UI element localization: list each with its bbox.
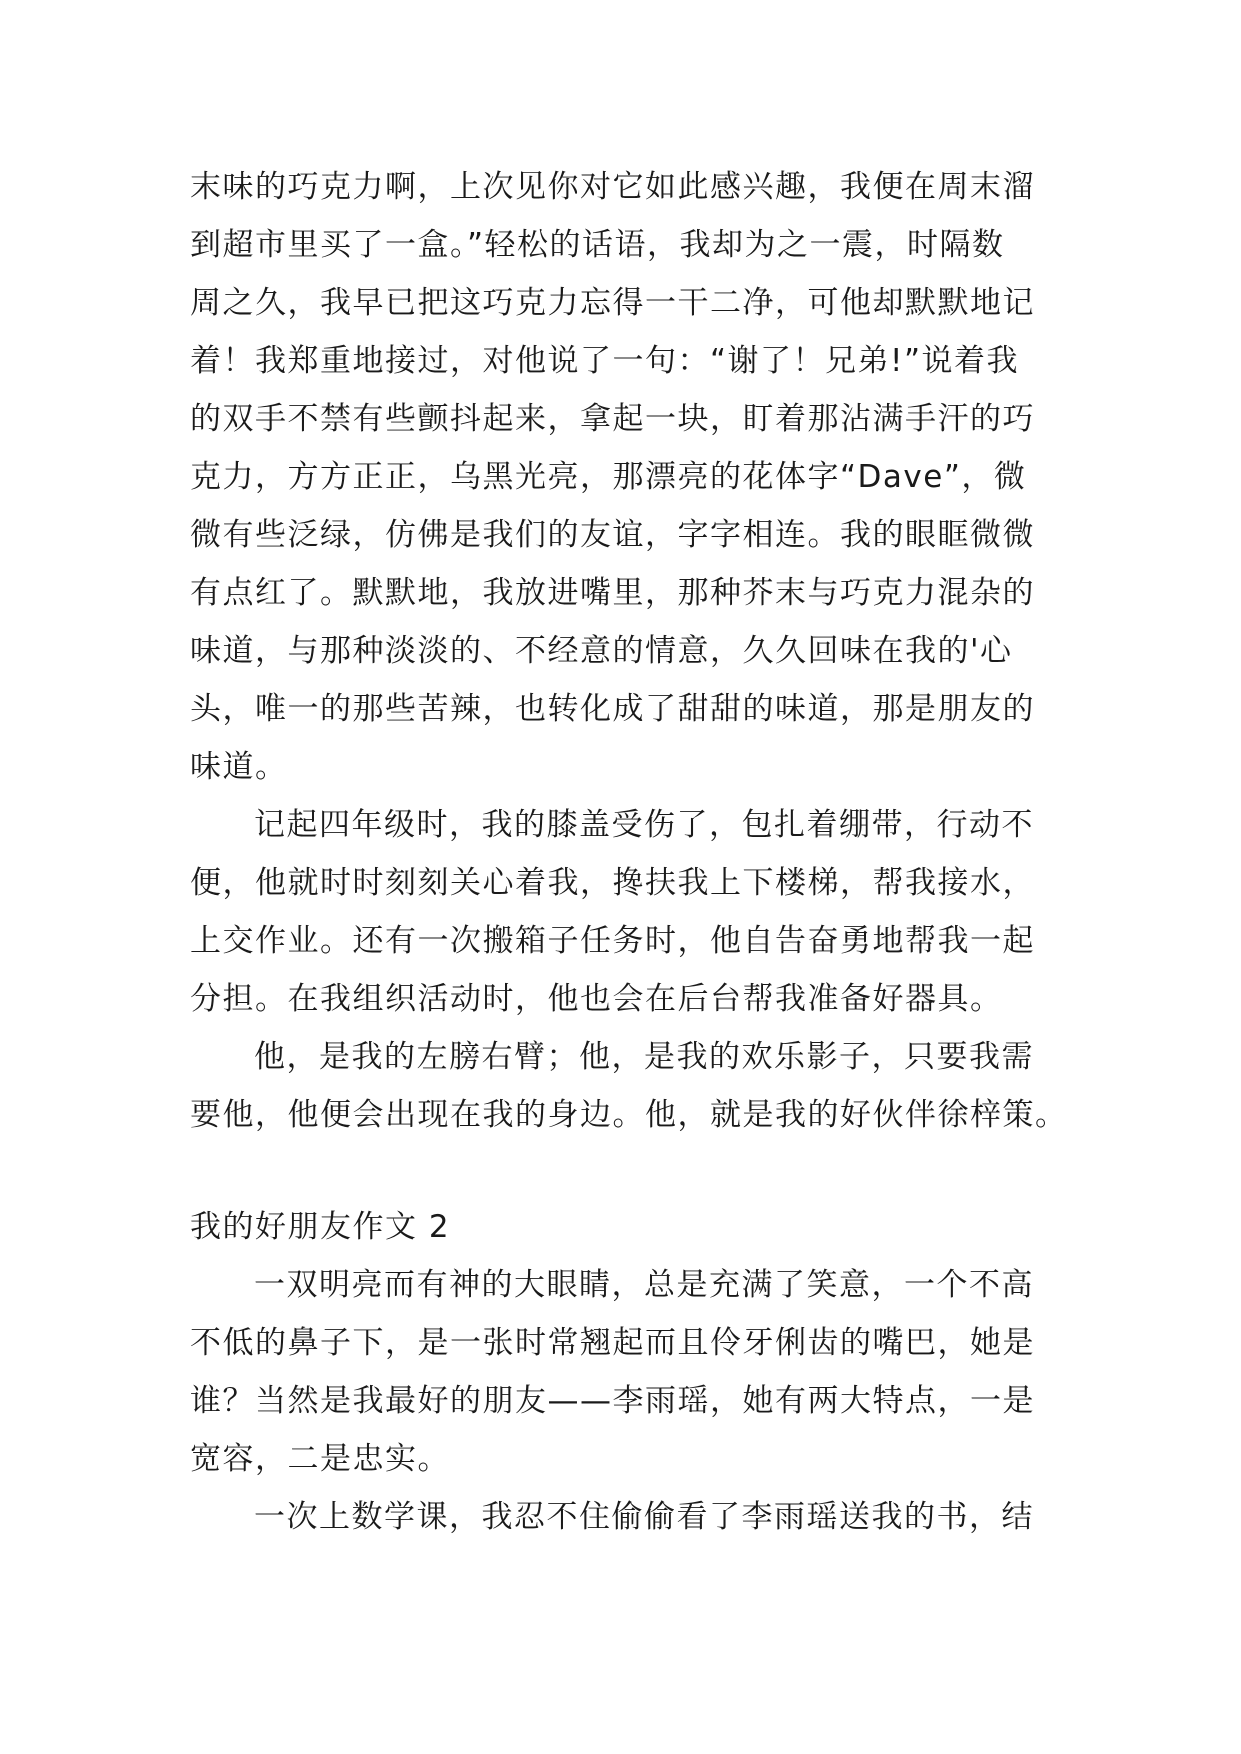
text-line: 上交作业。还有一次搬箱子任务时，他自告奋勇地帮我一起 [190, 923, 1035, 959]
document-body [190, 158, 1068, 1546]
text-line: 着！我郑重地接过，对他说了一句：“谢了！兄弟!”说着我 [190, 343, 1020, 379]
text-line: 克力，方方正正，乌黑光亮，那漂亮的花体字“Dave”，微 [190, 459, 1027, 495]
text-line: 周之久，我早已把这巧克力忘得一干二净，可他却默默地记 [190, 285, 1035, 321]
text-line: 末味的巧克力啊，上次见你对它如此感兴趣，我便在周末溜 [190, 169, 1035, 205]
text-line: 味道。 [190, 749, 288, 785]
text-line: 不低的鼻子下，是一张时常翘起而且伶牙俐齿的嘴巴，她是 [190, 1325, 1035, 1361]
text-line: 到超市里买了一盒。”轻松的话语，我却为之一震，时隔数 [190, 227, 1005, 263]
text-line: 有点红了。默默地，我放进嘴里，那种芥末与巧克力混杂的 [190, 575, 1035, 611]
section-title: 我的好朋友作文 2 [190, 1209, 451, 1245]
text-line: 分担。在我组织活动时，他也会在后台帮我准备好器具。 [190, 981, 1003, 1017]
text-line: 便，他就时时刻刻关心着我，搀扶我上下楼梯，帮我接水， [190, 865, 1035, 901]
text-line: 记起四年级时，我的膝盖受伤了，包扎着绷带，行动不 [254, 807, 1034, 843]
paragraph-description [190, 1256, 1060, 1488]
text-line: 宽容，二是忠实。 [190, 1441, 450, 1477]
text-line: 微有些泛绿，仿佛是我们的友谊，字字相连。我的眼眶微微 [190, 517, 1035, 553]
text-line: 味道，与那种淡淡的、不经意的情意，久久回味在我的'心 [190, 633, 1013, 669]
text-line: 要他，他便会出现在我的身边。他，就是我的好伙伴徐梓策。 [190, 1097, 1068, 1133]
text-line: 一双明亮而有神的大眼睛，总是充满了笑意，一个不高 [254, 1267, 1034, 1303]
paragraph-chocolate [190, 158, 1060, 796]
section-1 [190, 158, 1068, 1144]
paragraph-conclusion [190, 1028, 1068, 1144]
paragraph-grade-four [190, 796, 1060, 1028]
text-line: 头，唯一的那些苦辣，也转化成了甜甜的味道，那是朋友的 [190, 691, 1035, 727]
text-line: 他，是我的左膀右臂；他，是我的欢乐影子，只要我需 [254, 1039, 1034, 1075]
paragraph-math-class [190, 1488, 1060, 1546]
text-line: 一次上数学课，我忍不住偷偷看了李雨瑶送我的书，结 [254, 1499, 1034, 1535]
section-2 [190, 1198, 1060, 1546]
text-line: 谁？当然是我最好的朋友——李雨瑶，她有两大特点，一是 [190, 1383, 1035, 1419]
text-line: 的双手不禁有些颤抖起来，拿起一块，盯着那沾满手汗的巧 [190, 401, 1035, 437]
